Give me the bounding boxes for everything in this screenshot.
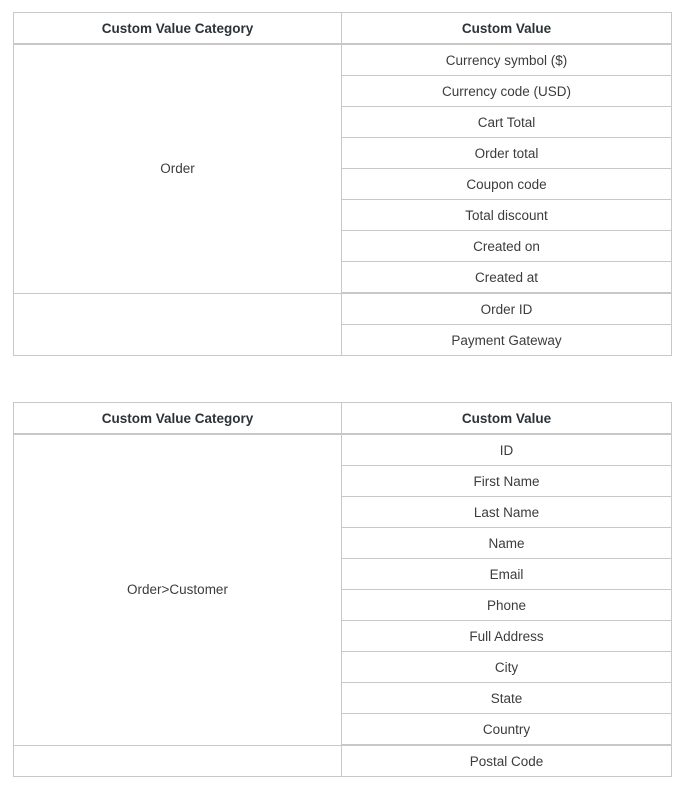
table-header-row (14, 13, 672, 45)
value-cell: Created at (342, 262, 672, 294)
value-cell: State (342, 683, 672, 714)
value-cell: Order ID (342, 293, 672, 325)
category-cell-order-customer: Order>Customer (14, 434, 342, 745)
value-cell: Name (342, 528, 672, 559)
value-cell: Created on (342, 231, 672, 262)
value-cell: Phone (342, 590, 672, 621)
value-cell: Postal Code (342, 745, 672, 777)
column-header-category: Custom Value Category (14, 403, 342, 435)
value-cell: Cart Total (342, 107, 672, 138)
value-cell: City (342, 652, 672, 683)
value-cell: Email (342, 559, 672, 590)
value-cell: Order total (342, 138, 672, 169)
value-cell: Country (342, 714, 672, 746)
category-cell-empty (14, 293, 342, 356)
value-cell: Total discount (342, 200, 672, 231)
table-row (14, 44, 672, 76)
value-cell: Currency symbol ($) (342, 44, 672, 76)
value-cell: Full Address (342, 621, 672, 652)
value-cell: Last Name (342, 497, 672, 528)
custom-value-table-order-customer (13, 402, 672, 777)
value-cell: Coupon code (342, 169, 672, 200)
value-cell: First Name (342, 466, 672, 497)
table-header-row (14, 403, 672, 435)
column-header-value: Custom Value (342, 403, 672, 435)
value-cell: Currency code (USD) (342, 76, 672, 107)
custom-value-table-order (13, 12, 672, 356)
table-row (14, 745, 672, 777)
column-header-category: Custom Value Category (14, 13, 342, 45)
value-cell: Payment Gateway (342, 325, 672, 356)
table-row (14, 293, 672, 325)
category-cell-empty (14, 745, 342, 777)
column-header-value: Custom Value (342, 13, 672, 45)
category-cell-order: Order (14, 44, 342, 293)
value-cell: ID (342, 434, 672, 466)
table-row (14, 434, 672, 466)
